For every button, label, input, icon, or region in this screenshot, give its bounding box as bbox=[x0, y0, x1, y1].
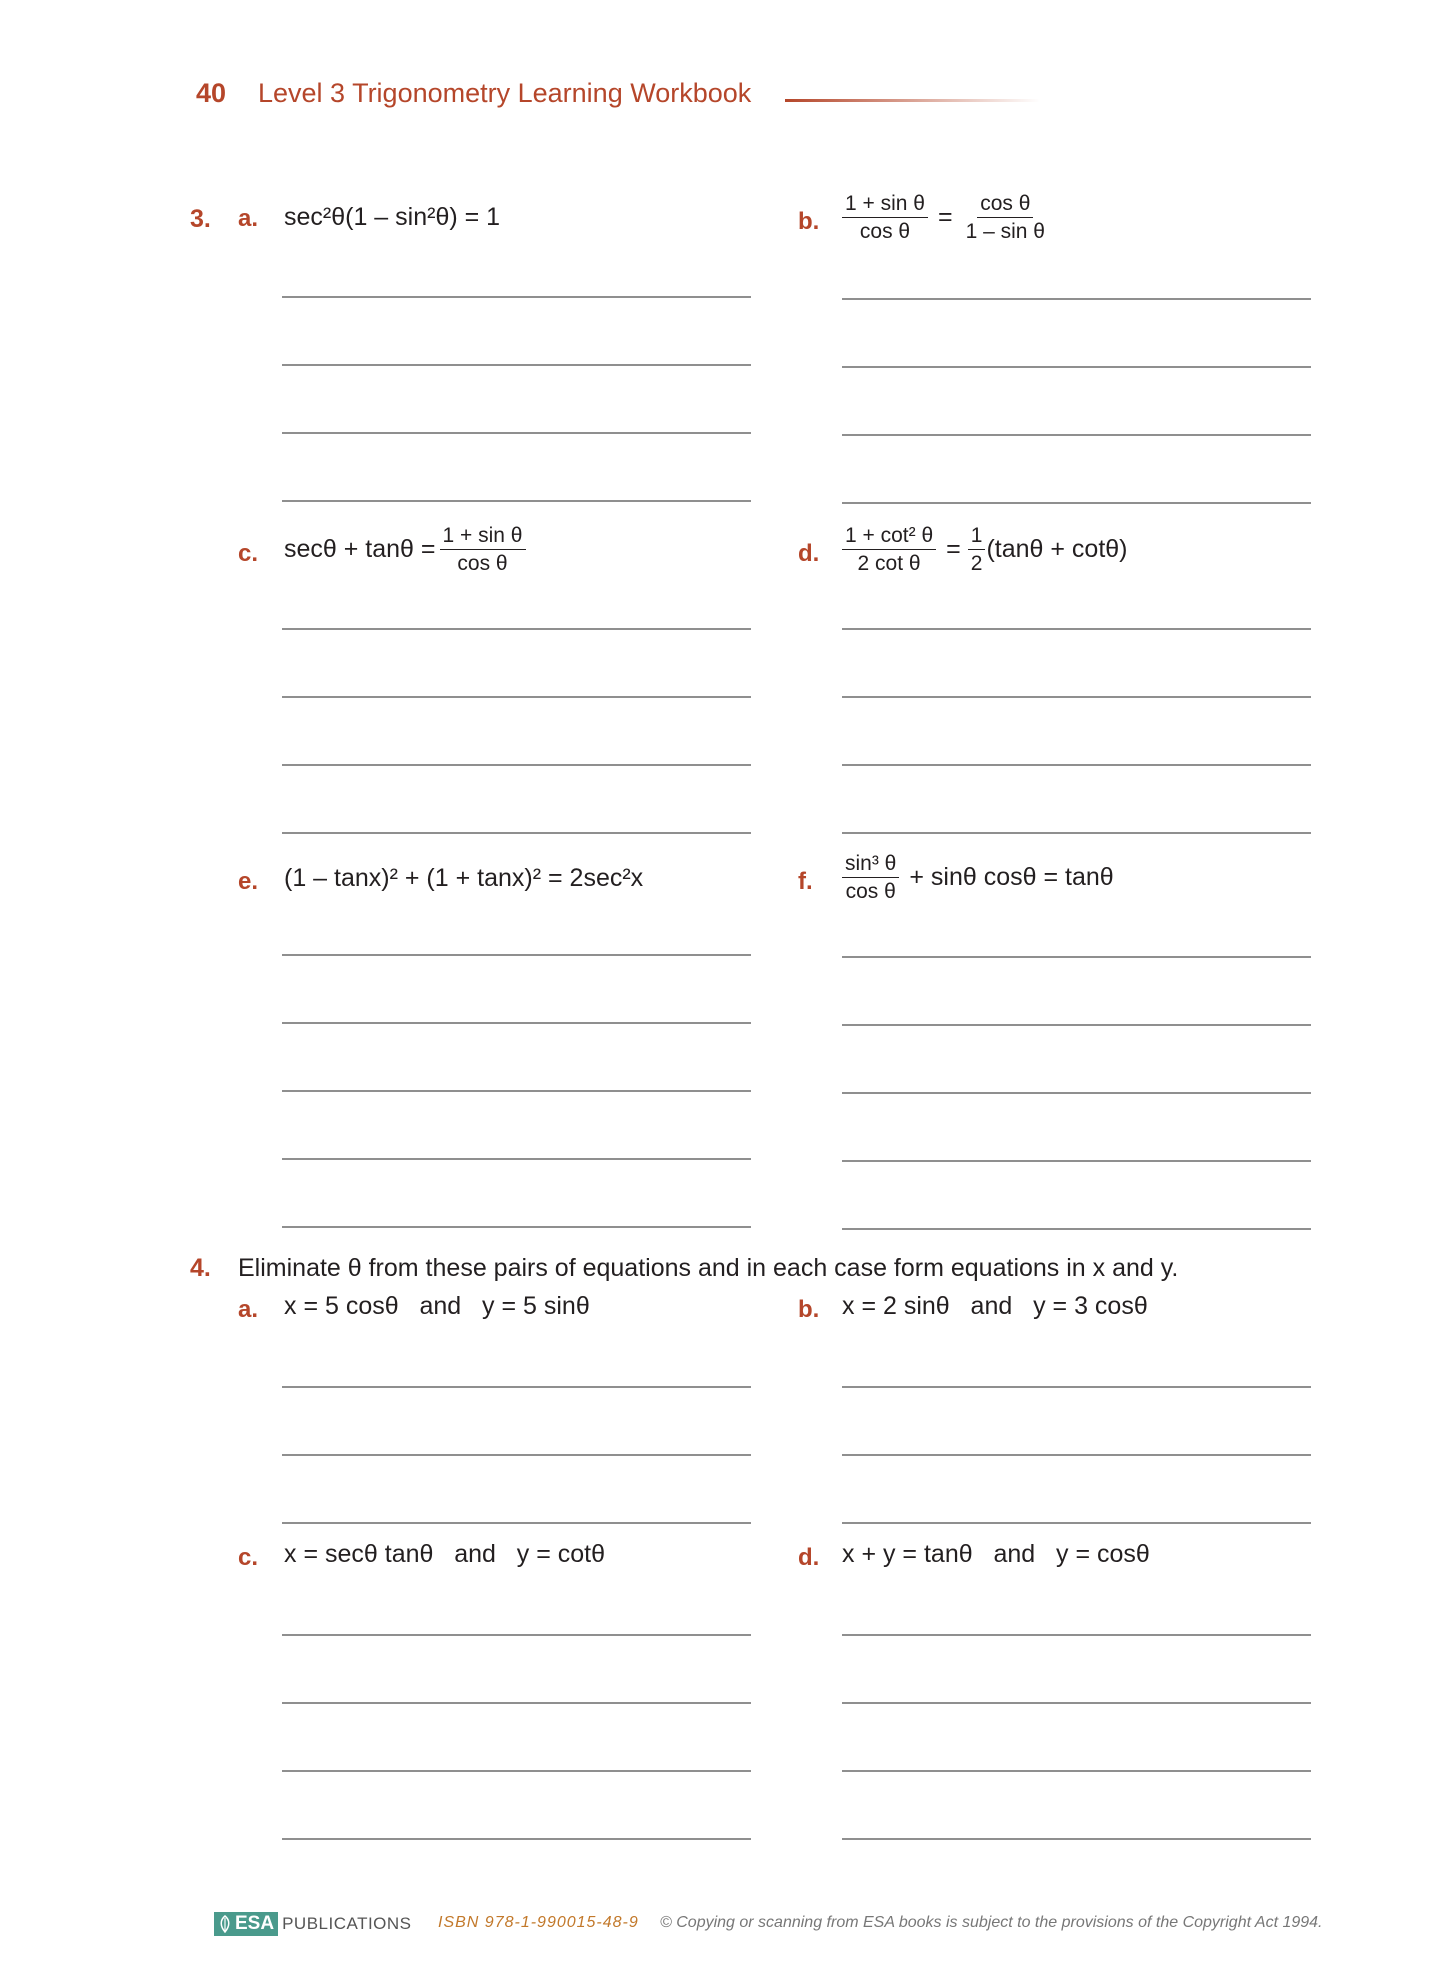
answer-line[interactable] bbox=[282, 1634, 751, 1636]
answer-line[interactable] bbox=[282, 500, 751, 502]
q3b-equation bbox=[838, 192, 1052, 243]
answer-line[interactable] bbox=[282, 1770, 751, 1772]
answer-line[interactable] bbox=[282, 1454, 751, 1456]
q3f-equation bbox=[838, 852, 1114, 903]
q3c-label: c. bbox=[238, 540, 259, 567]
answer-line[interactable] bbox=[282, 696, 751, 698]
q3b-lhs-denominator: cos θ bbox=[859, 220, 911, 244]
page-number: 40 bbox=[196, 78, 227, 108]
q3f-lhs-denominator: cos θ bbox=[845, 880, 896, 904]
answer-line[interactable] bbox=[842, 832, 1311, 834]
q3f-label: f. bbox=[798, 868, 813, 895]
copyright-notice: © Copying or scanning from ESA books is subject to the provisions of the Copyright Act 1994. bbox=[660, 1914, 1323, 1931]
q3d-lhs-denominator: 2 cot θ bbox=[857, 552, 921, 576]
answer-line[interactable] bbox=[842, 1228, 1311, 1230]
q3e-equation bbox=[284, 866, 643, 891]
esa-logo-box bbox=[214, 1912, 278, 1936]
q3a-equation bbox=[284, 205, 500, 230]
answer-line[interactable] bbox=[282, 764, 751, 766]
answer-line[interactable] bbox=[842, 1634, 1311, 1636]
q3f-lhs-fraction bbox=[842, 852, 899, 903]
answer-line[interactable] bbox=[282, 954, 751, 956]
answer-line[interactable] bbox=[842, 956, 1311, 958]
q3c-rhs-denominator: cos θ bbox=[457, 552, 508, 576]
answer-line[interactable] bbox=[842, 366, 1311, 368]
book-title: Level 3 Trigonometry Learning Workbook bbox=[258, 78, 752, 108]
answer-line[interactable] bbox=[282, 1386, 751, 1388]
q4a-equation: x = 5 cosθ and y = 5 sinθ bbox=[284, 1292, 590, 1320]
esa-logo-text: ESA bbox=[235, 1913, 275, 1934]
answer-line[interactable] bbox=[842, 628, 1311, 630]
isbn: ISBN 978-1-990015-48-9 bbox=[438, 1914, 639, 1931]
q3d-equation bbox=[838, 524, 1128, 575]
q3b-lhs-fraction bbox=[842, 192, 928, 243]
q4a-label: a. bbox=[238, 1296, 259, 1323]
answer-line[interactable] bbox=[842, 1160, 1311, 1162]
answer-line[interactable] bbox=[842, 1454, 1311, 1456]
q3e-label: e. bbox=[238, 868, 259, 895]
question-4-number: 4. bbox=[190, 1254, 211, 1282]
q3d-lhs-numerator: 1 + cot² θ bbox=[842, 524, 936, 550]
q3d-lhs-fraction bbox=[842, 524, 936, 575]
answer-line[interactable] bbox=[282, 628, 751, 630]
header-rule bbox=[785, 99, 1040, 102]
answer-line[interactable] bbox=[842, 1092, 1311, 1094]
q3d-rhs: (tanθ + cotθ) bbox=[986, 535, 1128, 564]
q3a-text: sec²θ(1 – sin²θ) = 1 bbox=[284, 203, 501, 231]
q3b-rhs-fraction bbox=[963, 192, 1048, 243]
answer-line[interactable] bbox=[842, 1838, 1311, 1840]
q3b-label: b. bbox=[798, 208, 820, 235]
q3d-label: d. bbox=[798, 540, 820, 567]
q3c-equation bbox=[284, 524, 530, 575]
answer-line[interactable] bbox=[282, 1522, 751, 1524]
answer-line[interactable] bbox=[282, 1838, 751, 1840]
answer-line[interactable] bbox=[282, 296, 751, 298]
q3b-rhs-denominator: 1 – sin θ bbox=[965, 220, 1045, 244]
q4d-label: d. bbox=[798, 1544, 820, 1571]
q3d-half-denominator: 2 bbox=[970, 552, 983, 576]
answer-line[interactable] bbox=[842, 434, 1311, 436]
q3e-text: (1 – tanx)² + (1 + tanx)² = 2sec²x bbox=[284, 864, 644, 892]
q4c-equation: x = secθ tanθ and y = cotθ bbox=[284, 1540, 606, 1568]
answer-line[interactable] bbox=[842, 1024, 1311, 1026]
answer-line[interactable] bbox=[282, 1702, 751, 1704]
question-3-number: 3. bbox=[190, 205, 211, 233]
q4c-label: c. bbox=[238, 1544, 259, 1571]
q3d-half-fraction bbox=[968, 524, 986, 575]
answer-line[interactable] bbox=[282, 1090, 751, 1092]
q4d-equation: x + y = tanθ and y = cosθ bbox=[842, 1540, 1150, 1568]
q3d-half-numerator: 1 bbox=[968, 524, 986, 550]
q4b-label: b. bbox=[798, 1296, 820, 1323]
leaf-icon bbox=[218, 1915, 232, 1933]
answer-line[interactable] bbox=[842, 502, 1311, 504]
answer-line[interactable] bbox=[842, 1386, 1311, 1388]
answer-line[interactable] bbox=[282, 432, 751, 434]
q3c-rhs-numerator: 1 + sin θ bbox=[440, 524, 526, 550]
answer-line[interactable] bbox=[842, 696, 1311, 698]
answer-line[interactable] bbox=[842, 1522, 1311, 1524]
answer-line[interactable] bbox=[282, 1022, 751, 1024]
q4b-equation: x = 2 sinθ and y = 3 cosθ bbox=[842, 1292, 1148, 1320]
publications-text: PUBLICATIONS bbox=[282, 1914, 412, 1933]
q3b-lhs-numerator: 1 + sin θ bbox=[842, 192, 928, 218]
answer-line[interactable] bbox=[842, 298, 1311, 300]
answer-line[interactable] bbox=[842, 1770, 1311, 1772]
q3f-rhs: + sinθ cosθ = tanθ bbox=[909, 863, 1114, 892]
answer-line[interactable] bbox=[282, 832, 751, 834]
q3a-label: a. bbox=[238, 205, 259, 232]
q3d-equals: = bbox=[946, 535, 961, 564]
answer-line[interactable] bbox=[842, 764, 1311, 766]
q3b-rhs-numerator: cos θ bbox=[977, 192, 1033, 218]
answer-line[interactable] bbox=[282, 1226, 751, 1228]
answer-line[interactable] bbox=[282, 364, 751, 366]
esa-logo bbox=[214, 1912, 412, 1936]
answer-line[interactable] bbox=[282, 1158, 751, 1160]
q3c-lhs: secθ + tanθ = bbox=[284, 535, 436, 564]
q3c-rhs-fraction bbox=[440, 524, 526, 575]
answer-line[interactable] bbox=[842, 1702, 1311, 1704]
q3b-equals: = bbox=[937, 203, 953, 232]
q3f-lhs-numerator: sin³ θ bbox=[842, 852, 899, 878]
q4-instruction: Eliminate θ from these pairs of equations and in each case form equations in x and y. bbox=[238, 1254, 1179, 1282]
